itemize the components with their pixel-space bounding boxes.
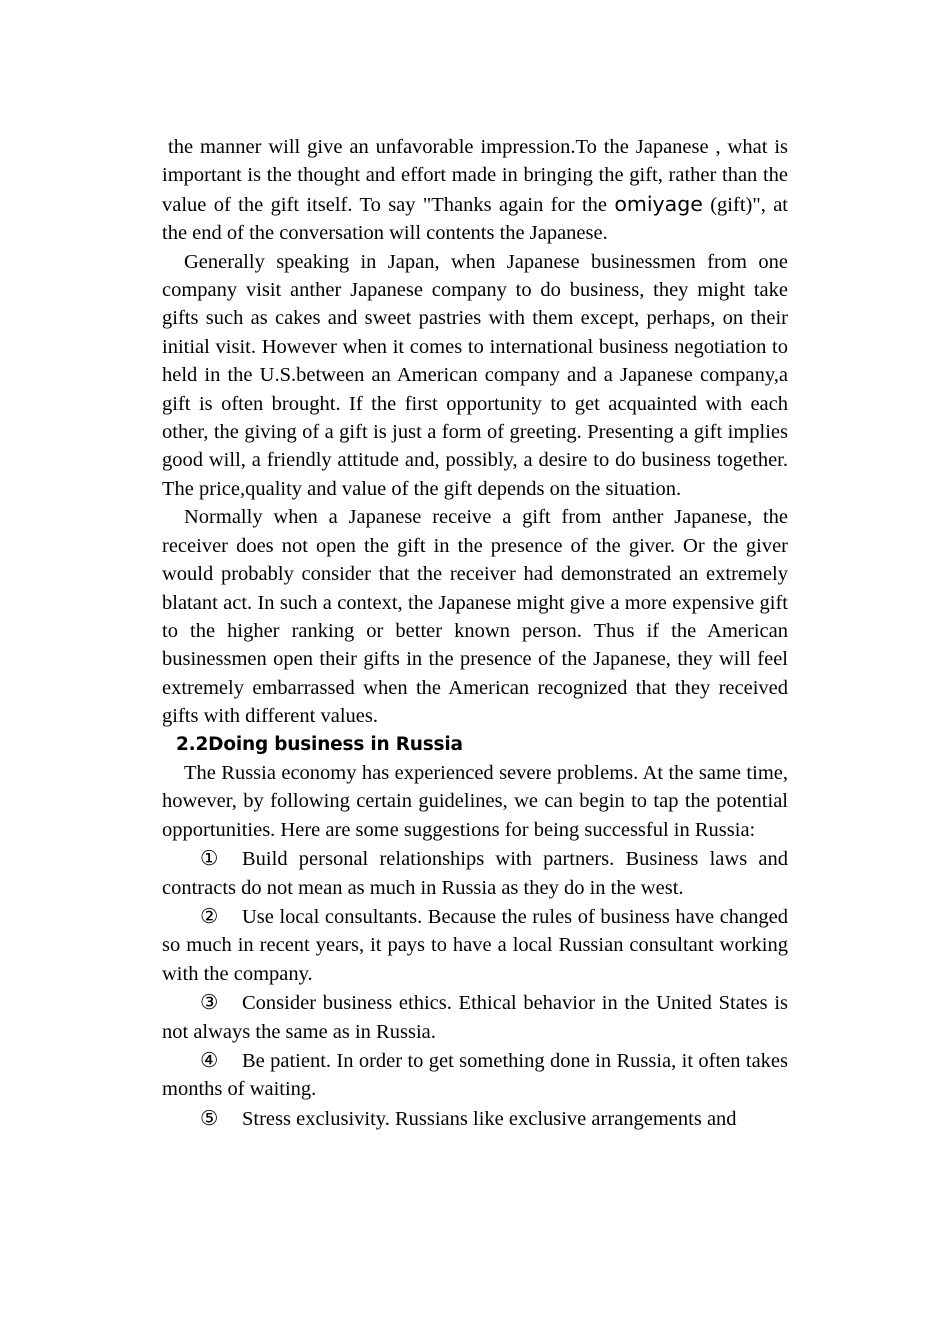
list-item-text: Use local consultants. Because the rules of business have changed so much in recent years, it pays to have a local Russian consultant working with the company. xyxy=(162,905,788,985)
circled-number-3-icon: ③ xyxy=(200,990,219,1015)
list-item-text: Stress exclusivity. Russians like exclusive arrangements and xyxy=(242,1107,737,1130)
paragraph-gift-impression xyxy=(162,133,788,248)
list-item-text: Be patient. In order to get something done in Russia, it often takes months of waiting. xyxy=(162,1050,788,1101)
foreign-term-omiyage: omiyage xyxy=(614,191,703,216)
list-item-text: Consider business ethics. Ethical behavior in the United States is not always the same as in Russia. xyxy=(162,992,788,1043)
circled-number-2-icon: ② xyxy=(200,903,219,928)
page-content-column xyxy=(162,133,788,1133)
list-item xyxy=(162,844,788,902)
list-item xyxy=(162,1104,788,1133)
circled-number-4-icon: ④ xyxy=(200,1048,219,1072)
circled-number-1-icon: ① xyxy=(200,846,219,871)
paragraph-text-part: the manner will give an unfavorable impression.To the Japanese , what is important is the thought and effort made in bringing the gift, rather than the value of the gift itself. To say "Thanks again for the xyxy=(162,136,788,216)
paragraph-normally-receive: Normally when a Japanese receive a gift from anther Japanese, the receiver does not open the gift in the presence of the giver. Or the giver would probably consider that the receiver had demonstrated an extremely blatant act. In such a context, the Japanese might give a more expensive gift to the higher ranking or better known person. Thus if the American businessmen open their gifts in the presence of the Japanese, they will feel extremely embarrassed when the American recognized that they received gifts with different values. xyxy=(162,506,788,728)
section-heading-2-2: 2.2Doing business in Russia xyxy=(176,733,463,755)
paragraph-russia-intro: The Russia economy has experienced severe problems. At the same time, however, by following certain guidelines, we can begin to tap the potential opportunities. Here are some suggestions for being successful in Russia: xyxy=(162,761,788,841)
list-item xyxy=(162,988,788,1046)
list-item xyxy=(162,1046,788,1104)
circled-number-5-icon: ⑤ xyxy=(200,1105,219,1130)
list-item-text: Build personal relationships with partners. Business laws and contracts do not mean as much in Russia as they do in the west. xyxy=(162,848,788,899)
russia-suggestions-list xyxy=(162,844,788,1133)
paragraph-generally-speaking: Generally speaking in Japan, when Japanese businessmen from one company visit anther Japanese company to do business, they might take gifts such as cakes and sweet pastries with them except, perhaps, on their initial visit. However when it comes to international business negotiation to held in the U.S.between an American company and a Japanese company,a gift is often brought. If the first opportunity to get acquainted with each other, the giving of a gift is just a form of greeting. Presenting a gift implies good will, a friendly attitude and, possibly, a desire to do business together. The price,quality and value of the gift depends on the situation. xyxy=(162,250,788,500)
list-item xyxy=(162,902,788,988)
paragraph-text-part: (gift)", at the end of the conversation will contents the Japanese. xyxy=(162,193,788,245)
